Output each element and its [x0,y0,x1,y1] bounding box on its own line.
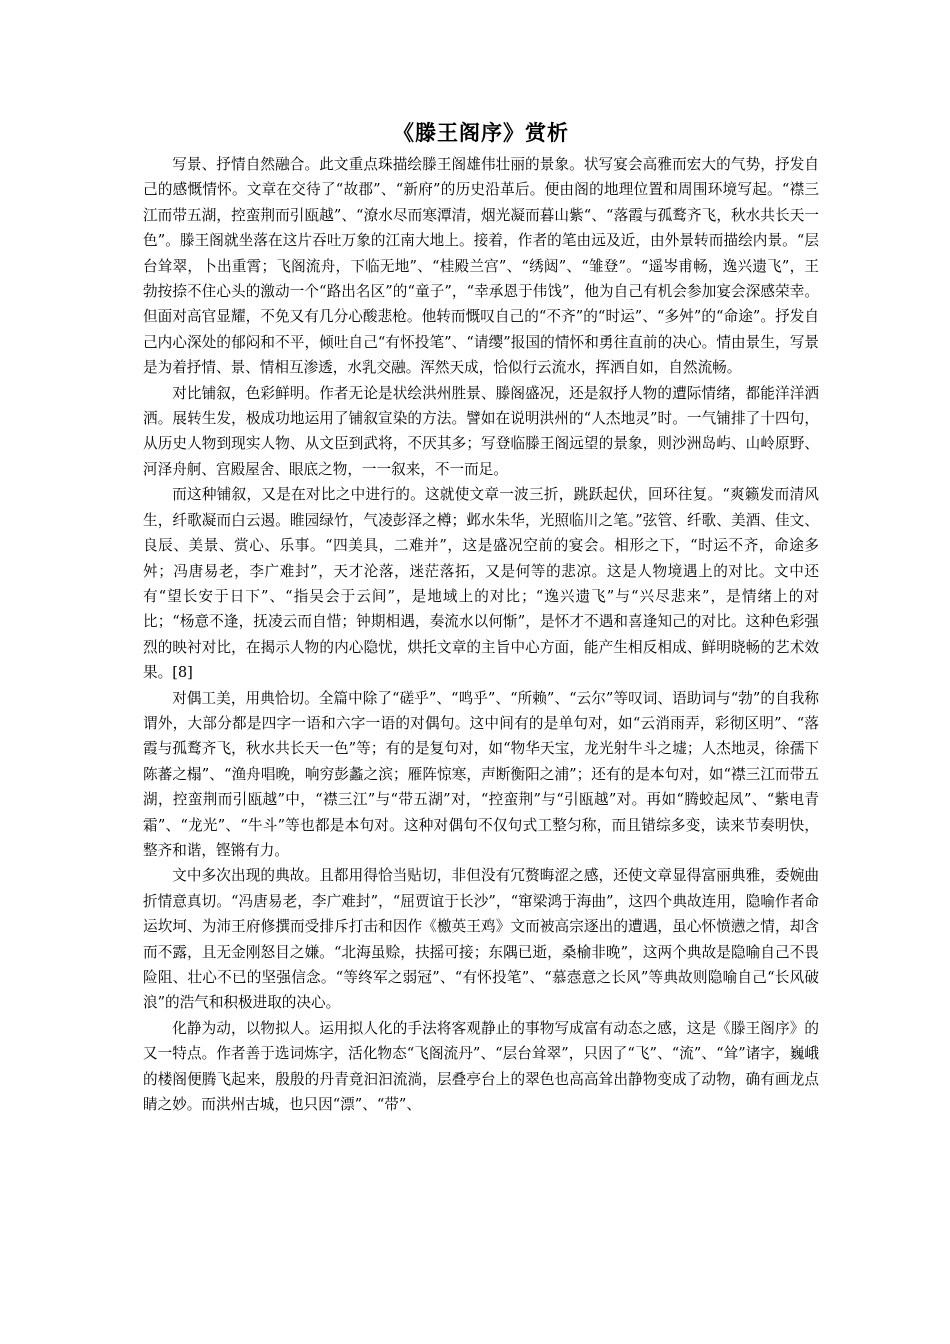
paragraph-allusions: 文中多次出现的典故。且都用得恰当贴切，非但没有冗赘晦涩之感，还使文章显得富丽典雅，委婉曲折情意真切。“冯唐易老，李广难封”，“屈贾谊于长沙”，“窜梁鸿于海曲”，这四个典故连用，隐喻作者命运坎坷、为沛王府修撰而受排斥打击和因作《檄英王鸡》文而被高宗逐出的遭遇，虽心怀愤懑之情，却含而不露，且无金刚怒目之嫌。“北海虽赊，扶摇可接；东隅已逝，桑榆非晚”，这两个典故是隐喻自己不畏险阻、壮心不已的坚强信念。“等终军之弱冠”、“有怀投笔”、“慕悫意之长风”等典故则隐喻自己“长风破浪”的浩气和积极进取的决心。 [143,867,819,1012]
paragraph-scenery-emotion: 写景、抒情自然融合。此文重点珠描绘滕王阁雄伟壮丽的景象。状写宴会高雅而宏大的气势，抒发自己的感慨情怀。文章在交待了“故郡”、“新府”的历史沿革后。便由阁的地理位置和周围环境写起。“襟三江而带五湖，控蛮荆而引瓯越”、“潦水尽而寒潭清，烟光凝而暮山紫“、“落霞与孤鹜齐飞，秋水共长天一色”。滕王阁就坐落在这片吞吐万象的江南大地上。接着，作者的笔由远及近，由外景转而描绘内景。“层台耸翠，卜出重霄；飞阁流舟，下临无地”、“桂殿兰宫”、“绣闼”、“雏登”。“遥岑甫畅，逸兴遗飞”，王勃按捺不住心头的激动一个“路出名区”的“童子”，“幸承恩于伟饯”，他为自己有机会参加宴会深感荣幸。但面对高官显耀，不免又有几分心酸悲枪。他转而慨叹自己的“不齐”的“时运”、“多舛”的“命途”。抒发自己内心深处的郁闷和不平，倾吐自己“有怀投笔”、“请缨”报国的情怀和勇往直前的决心。情由景生，写景是为着抒情、景、情相互渗透，水乳交融。浑然天成，恰似行云流水，挥洒自如，自然流畅。 [143,156,819,377]
paragraph-personification: 化静为动，以物拟人。运用拟人化的手法将客观静止的事物写成富有动态之感，这是《滕王阁序》的又一特点。作者善于选词炼字，活化物态“飞阁流丹”、“层台耸翠”，只因了“飞”、“流”、“耸”诸字，巍峨的楼阁便腾飞起来，殷殷的丹青竟汩汩流淌，层叠亭台上的翠色也高高耸出静物变成了动物，确有画龙点睛之妙。而洪州古城，也只因“漂”、“带”、 [143,1019,819,1114]
paragraph-contrast-examples: 而这种铺叙，又是在对比之中进行的。这就使文章一波三折，跳跃起伏，回环往复。“爽籁发而清风生，纤歌凝而白云遏。睢园绿竹，气凌彭泽之樽；邺水朱华，光照临川之笔。”弦管、纤歌、美酒、佳文、良辰、美景、赏心、乐事。“四美具，二难并”，这是盛况空前的宴会。相形之下，“时运不齐，命途多舛；冯唐易老，李广难封”，天才沦落，迷茫落拓，又是何等的悲凉。这是人物境遇上的对比。文中还有“望长安于日下”、“指吴会于云间”，是地域上的对比；“逸兴遗飞”与“兴尽悲来”，是情绪上的对比；“杨意不逢，抚凌云而自惜；钟期相遇，奏流水以何惭”，是怀才不遇和喜逢知己的对比。这种色彩强烈的映衬对比，在揭示人物的内心隐忧，烘托文章的主旨中心方面，能产生相反相成、鲜明晓畅的艺术效果。[8] [143,486,819,682]
document-page [143,118,819,1117]
paragraph-parallelism: 对偶工美，用典恰切。全篇中除了“磋乎”、“鸣乎”、“所赖”、“云尔”等叹词、语助词与“勃”的自我称谓外，大部分都是四字一语和六字一语的对偶句。这中间有的是单句对，如“云消雨弄，彩彻区明”、“落霞与孤鹜齐飞，秋水共长天一色”等；有的是复句对，如“物华天宝，龙光射牛斗之墟；人杰地灵，徐孺下陈蕃之榻”、“渔舟唱晚，响穷彭蠡之滨；雁阵惊寒，声断衡阳之浦”；还有的是本句对，如“襟三江而带五湖，控蛮荆而引瓯越”中，“襟三江”与“带五湖”对，“控蛮荆”与“引瓯越”对。再如“腾蛟起凤”、“紫电青霜”、“龙光”、“牛斗”等也都是本句对。这种对偶句不仅句式工整匀称，而且错综多变，读来节奏明快，整齐和谐，铿锵有力。 [143,689,819,859]
paragraph-contrast-narration: 对比铺叙，色彩鲜明。作者无论是状绘洪州胜景、滕阁盛况，还是叙抒人物的遭际情绪，都能洋洋洒洒。展转生发，极成功地运用了铺叙宣染的方法。譬如在说明洪州的“人杰地灵”时。一气铺排了十四句，从历史人物到现实人物、从文臣到武将，不厌其多；写登临滕王阁远望的景象，则沙洲岛屿、山岭原野、河泽舟舸、宫殿屋舍、眼底之物，一一叙来，不一而足。 [143,384,819,478]
document-title: 《滕王阁序》赏析 [393,120,569,145]
